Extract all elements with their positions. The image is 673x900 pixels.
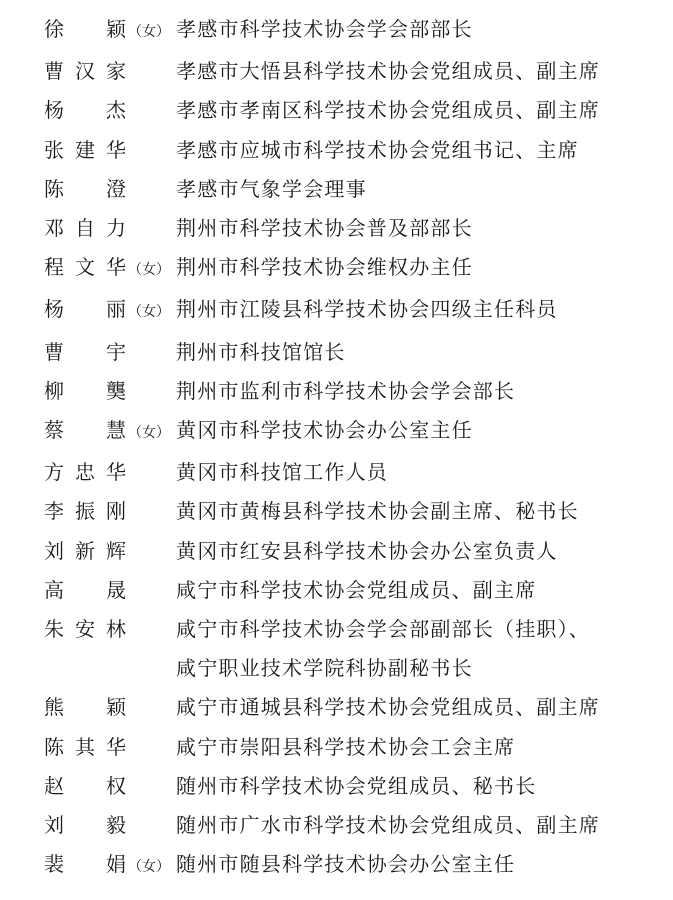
list-item bbox=[44, 767, 664, 806]
member-gender: （女） bbox=[128, 425, 170, 442]
member-name: 陈 澄 bbox=[44, 176, 126, 201]
list-item bbox=[44, 806, 664, 845]
member-name: 方忠华 bbox=[44, 460, 126, 485]
list-item bbox=[44, 131, 664, 170]
member-name: 邓自力 bbox=[44, 216, 126, 241]
member-role: 孝感市大悟县科学技术协会党组成员、副主席 bbox=[176, 59, 600, 84]
member-name: 张建华 bbox=[44, 137, 126, 162]
list-item bbox=[44, 688, 664, 727]
list-item bbox=[44, 845, 664, 887]
member-role: 荆州市科学技术协会维权办主任 bbox=[176, 255, 473, 280]
member-role-continued: 咸宁职业技术学院科协副秘书长 bbox=[176, 656, 473, 681]
member-gender: （女） bbox=[128, 304, 170, 321]
member-role: 随州市广水市科学技术协会党组成员、副主席 bbox=[176, 813, 600, 838]
list-item bbox=[44, 610, 664, 688]
member-name: 曹汉家 bbox=[44, 59, 126, 84]
list-item bbox=[44, 170, 664, 209]
member-name: 杨 杰 bbox=[44, 98, 126, 123]
member-role: 黄冈市黄梅县科学技术协会副主席、秘书长 bbox=[176, 499, 579, 524]
member-role: 咸宁市科学技术协会党组成员、副主席 bbox=[176, 577, 537, 602]
member-gender: （女） bbox=[128, 859, 170, 876]
list-item bbox=[44, 571, 664, 610]
member-role: 黄冈市科技馆工作人员 bbox=[176, 460, 388, 485]
member-name: 程文华 bbox=[44, 255, 126, 280]
member-gender: （女） bbox=[128, 262, 170, 279]
member-role: 孝感市气象学会理事 bbox=[176, 176, 367, 201]
member-name: 朱安林 bbox=[44, 617, 126, 642]
member-name: 高 晟 bbox=[44, 577, 126, 602]
member-role: 咸宁市通城县科学技术协会党组成员、副主席 bbox=[176, 695, 600, 720]
member-gender: （女） bbox=[128, 24, 170, 40]
member-role: 荆州市监利市科学技术协会学会部长 bbox=[176, 378, 516, 403]
member-name: 赵 权 bbox=[44, 773, 126, 798]
member-name: 李振刚 bbox=[44, 499, 126, 524]
list-item bbox=[44, 209, 664, 248]
member-name: 杨 丽 bbox=[44, 297, 126, 322]
member-name: 曹 宇 bbox=[44, 339, 126, 364]
list-item bbox=[44, 728, 664, 767]
member-name: 柳 龑 bbox=[44, 378, 126, 403]
list-item bbox=[44, 10, 664, 52]
list-item bbox=[44, 372, 664, 411]
member-name: 裴 娟 bbox=[44, 852, 126, 877]
member-name: 熊 颖 bbox=[44, 695, 126, 720]
list-item bbox=[44, 52, 664, 91]
member-role: 黄冈市红安县科学技术协会办公室负责人 bbox=[176, 538, 558, 563]
member-list bbox=[44, 10, 664, 887]
member-role: 荆州市江陵县科学技术协会四级主任科员 bbox=[176, 297, 558, 322]
list-item bbox=[44, 532, 664, 571]
list-item bbox=[44, 91, 664, 130]
list-item bbox=[44, 453, 664, 492]
member-role: 随州市随县科学技术协会办公室主任 bbox=[176, 852, 516, 877]
member-role: 孝感市科学技术协会学会部部长 bbox=[176, 17, 473, 41]
member-name: 刘新辉 bbox=[44, 538, 126, 563]
member-name: 徐 颖 bbox=[44, 17, 126, 41]
member-role: 随州市科学技术协会党组成员、秘书长 bbox=[176, 773, 537, 798]
member-name: 陈其华 bbox=[44, 734, 126, 759]
member-role: 荆州市科学技术协会普及部部长 bbox=[176, 216, 473, 241]
member-role: 咸宁市崇阳县科学技术协会工会主席 bbox=[176, 734, 516, 759]
member-role: 孝感市应城市科学技术协会党组书记、主席 bbox=[176, 137, 579, 162]
member-role: 黄冈市科学技术协会办公室主任 bbox=[176, 418, 473, 443]
list-item bbox=[44, 492, 664, 531]
member-role: 孝感市孝南区科学技术协会党组成员、副主席 bbox=[176, 98, 600, 123]
list-item bbox=[44, 290, 664, 332]
list-item bbox=[44, 411, 664, 453]
member-role: 荆州市科技馆馆长 bbox=[176, 339, 346, 364]
member-role: 咸宁市科学技术协会学会部副部长（挂职）、 bbox=[176, 617, 590, 642]
member-name: 刘 毅 bbox=[44, 813, 126, 838]
member-name: 蔡 慧 bbox=[44, 418, 126, 443]
list-item bbox=[44, 248, 664, 290]
list-item bbox=[44, 333, 664, 372]
